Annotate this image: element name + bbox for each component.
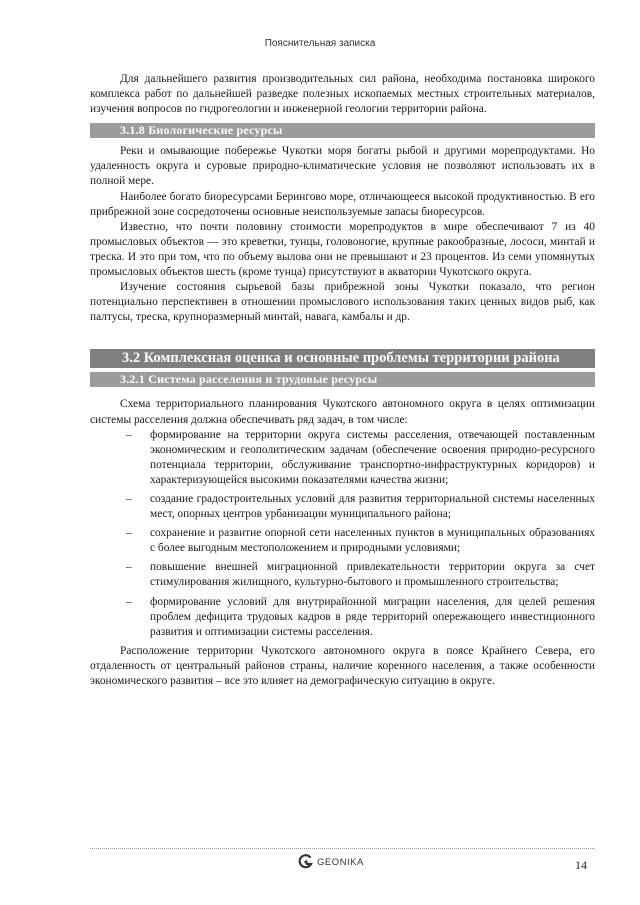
footer-divider <box>90 848 595 849</box>
section-heading-3-2: 3.2 Комплексная оценка и основные проблемы территории района <box>90 349 595 368</box>
page-header: Пояснительная записка <box>264 38 376 49</box>
list-item: – сохранение и развитие опорной сети населенных пунктов в муниципальных образованиях с более выгодным местоположением и природными условиями; <box>150 526 595 556</box>
company-logo <box>298 853 364 871</box>
lead-paragraph: Схема территориального планирования Чукотского автономного округа в целях оптимизации системы расселения должна обеспечивать ряд задач, в том числе: <box>90 398 595 426</box>
geonika-logo-icon <box>298 853 314 871</box>
list-item: – повышение внешней миграционной привлекательности территории округа за счет стимулирования жилищного, культурно-бытового и промышленного строительства; <box>150 560 595 590</box>
document-body <box>90 72 595 689</box>
list-item: – формирование на территории округа системы расселения, отвечающей поставленным экономическим и геополитическим задачам (обеспечение освоения природно-ресурсного потенциала территории, обслуживание транспортно-инфраструктурных коридоров) и характеризующейся высокими показателями качества жизни; <box>150 428 595 488</box>
intro-paragraph: Для дальнейшего развития производительных сил района, необходима постановка широкого комплекса работ по дальнейшей разведке полезных ископаемых местных строительных материалов, изучения вопросов по гидрогеологии и инженерной геологии территории района. <box>90 73 595 116</box>
paragraph: Наиболее богато биоресурсами Берингово море, отличающееся высокой продуктивностью. В его прибрежной зоне сосредоточены основные неиспользуемые запасы биоресурсов. <box>90 190 595 218</box>
paragraph: Известно, что почти половину стоимости морепродуктов в мире обеспечивают 7 из 40 промысловых объектов — это креветки, тунцы, головоногие, крупные ракообразные, лососи, минтай и треска. И это при том, что по объему вылова они не превышают и 23 процентов. Из семи упомянутых промысловых объектов шесть (кроме тунца) присутствуют в акватории Чукотского округа. <box>90 220 595 279</box>
paragraph: Изучение состояния сырьевой базы прибрежной зоны Чукотки показало, что регион потенциально перспективен в отношении промыслового использования таких ценных видов рыб, как палтусы, треска, крупноразмерный минтай, навага, камбалы и др. <box>90 281 595 324</box>
page-number: 14 <box>575 858 587 872</box>
paragraph: Реки и омывающие побережье Чукотки моря богаты рыбой и другими морепродуктами. Но удаленность округа и суровые природно-климатические условия не позволяют использовать их в полной мере. <box>90 145 595 188</box>
list-item: – создание градостроительных условий для развития территориальной системы населенных мест, опорных центров урбанизации муниципального района; <box>150 492 595 522</box>
task-list <box>90 428 595 640</box>
list-item: – формирование условий для внутрирайонной миграции населения, для целей решения проблем дефицита трудовых кадров в ряде территорий опережающего инвестиционного развития и оптимизации системы расселения. <box>150 595 595 640</box>
logo-text: GEONIKA <box>317 856 364 868</box>
section-heading-3-2-1: 3.2.1 Система расселения и трудовые ресурсы <box>90 372 595 387</box>
closing-paragraph: Расположение территории Чукотского автономного округа в поясе Крайнего Севера, его отдаленность от центральный районов страны, наличие коренного населения, а также особенности экономического развития – все это влияет на демографическую ситуацию в округе. <box>90 644 595 687</box>
section-heading-3-1-8: 3.1.8 Биологические ресурсы <box>90 123 595 138</box>
